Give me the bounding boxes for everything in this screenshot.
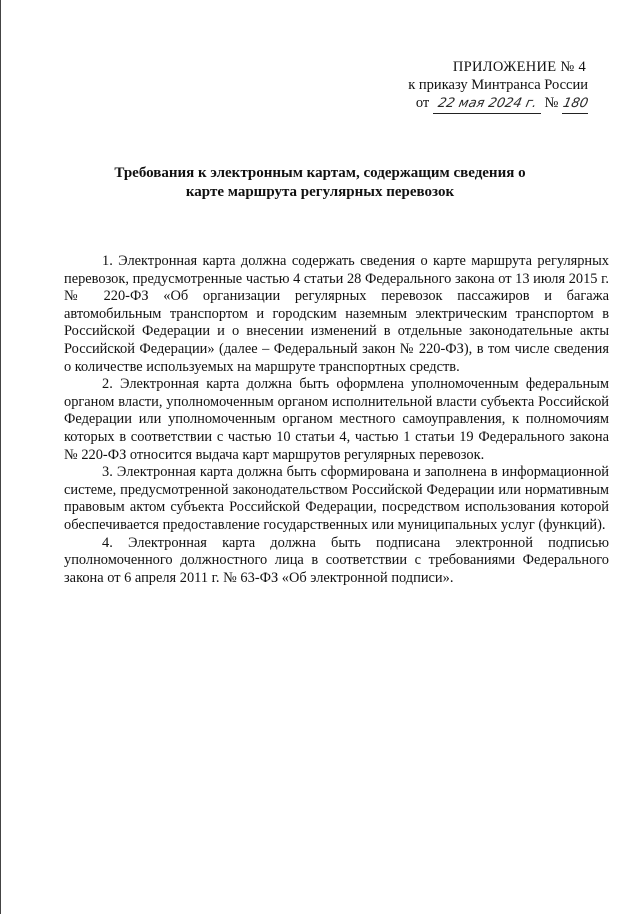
order-reference: к приказу Минтранса России [408, 77, 588, 93]
handwritten-number-text: 180 [561, 96, 590, 111]
date-prefix: от [415, 95, 430, 111]
document-body [64, 253, 609, 587]
handwritten-date-text: 22 мая 2024 г. [436, 96, 538, 111]
order-date-line [348, 94, 588, 114]
handwritten-number [562, 95, 588, 114]
handwritten-date [433, 95, 541, 114]
paragraph-3: 3. Электронная карта должна быть сформирована и заполнена в информационной системе, предусмотренной законодательством Российской Федерации или нормативным правовым актом субъекта Российской Федерации, посредством использования которой обеспечивается предоставление государственных или муниципальных услуг (функций). [64, 464, 609, 533]
scan-edge [0, 0, 1, 914]
appendix-number: ПРИЛОЖЕНИЕ № 4 [452, 59, 586, 75]
paragraph-1: 1. Электронная карта должна содержать сведения о карте маршрута регулярных перевозок, предусмотренные частью 4 статьи 28 Федерального закона от 13 июля 2015 г. № 220-ФЗ «Об организации регулярных перевозок пассажиров и багажа автомобильным транспортом и городским наземным электрическим транспортом в Российской Федерации и о внесении изменений в отдельные законодательные акты Российской Федерации» (далее – Федеральный закон № 220-ФЗ), в том числе сведения о количестве используемых на маршруте транспортных средств. [64, 253, 609, 375]
paragraph-2: 2. Электронная карта должна быть оформлена уполномоченным федеральным органом власти, уполномоченным органом исполнительной власти субъекта Российской Федерации или уполномоченным органом местного самоуправления, к полномочиям которых в соответствии с частью 10 статьи 4, частью 1 статьи 19 Федерального закона № 220-ФЗ относится выдача карт маршрутов регулярных перевозок. [64, 376, 609, 463]
paragraph-4: 4. Электронная карта должна быть подписана электронной подписью уполномоченного должностного лица в соответствии с требованиями Федерального закона от 6 апреля 2011 г. № 63-ФЗ «Об электронной подписи». [64, 534, 609, 586]
number-prefix: № [544, 95, 559, 111]
appendix-header [348, 58, 588, 114]
document-title: Требования к электронным картам, содержащим сведения о карте маршрута регулярных перевозок [114, 165, 526, 200]
